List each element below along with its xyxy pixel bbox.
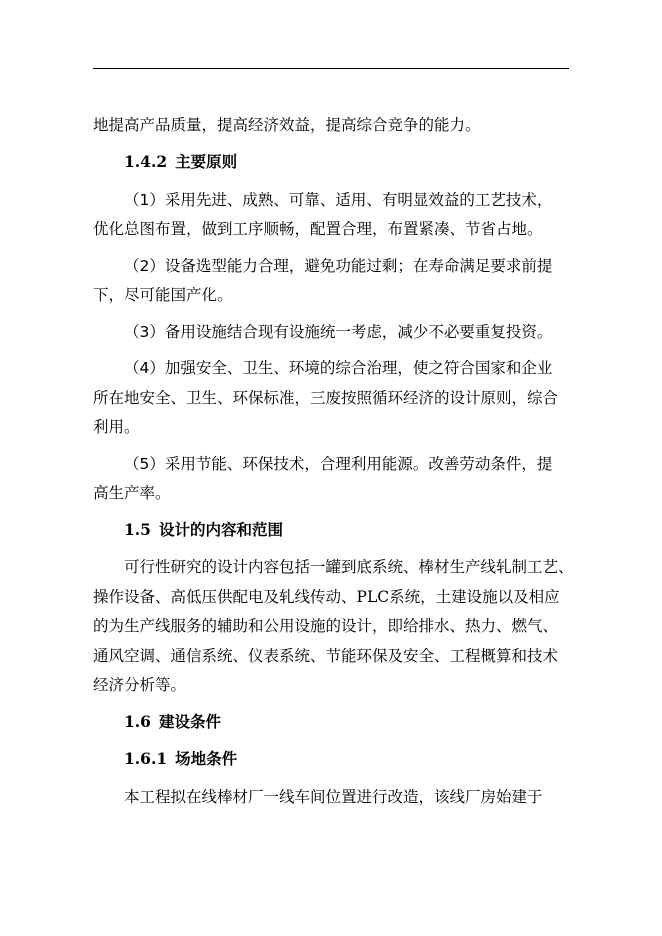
section-title: 主要原则 <box>175 153 238 171</box>
section-number: 1.4.2 <box>124 152 168 171</box>
paragraph-1-5-line-2-part-b: 系统，土建设施以及相应 <box>389 588 560 606</box>
section-heading-1-5 <box>124 520 283 540</box>
section-title: 场地条件 <box>175 750 238 768</box>
principle-2-line-2: 下，尽可能国产化。 <box>93 286 233 304</box>
section-heading-1-4-2 <box>124 152 237 172</box>
section-number: 1.6 <box>124 712 151 731</box>
paragraph-1-6-1-line-1: 本工程拟在线棒材厂一线车间位置进行改造，该线厂房始建于 <box>124 788 543 806</box>
section-title: 设计的内容和范围 <box>158 521 283 539</box>
section-number: 1.6.1 <box>124 749 168 768</box>
header-rule <box>93 68 569 69</box>
paragraph-1-5-line-2-part-a: 操作设备、高低压供配电及轧线传动、 <box>93 588 357 606</box>
plc-term: PLC <box>356 588 390 606</box>
principle-2-line-1: （2）设备选型能力合理，避免功能过剩；在寿命满足要求前提 <box>124 257 553 275</box>
principle-3-line-1: （3）备用设施结合现有设施统一考虑，减少不必要重复投资。 <box>124 323 553 341</box>
body-text-line: 地提高产品质量，提高经济效益，提高综合竞争的能力。 <box>93 116 481 134</box>
principle-5-line-1: （5）采用节能、环保技术，合理利用能源。改善劳动条件，提 <box>124 455 553 473</box>
paragraph-1-5-line-1: 可行性研究的设计内容包括一罐到底系统、棒材生产线轧制工艺、 <box>124 558 574 576</box>
paragraph-1-5-line-5: 经济分析等。 <box>93 676 187 694</box>
section-number: 1.5 <box>124 520 151 539</box>
section-heading-1-6-1 <box>124 749 237 769</box>
principle-4-line-1: （4）加强安全、卫生、环境的综合治理，使之符合国家和企业 <box>124 359 553 377</box>
section-title: 建设条件 <box>158 713 221 731</box>
principle-1-line-2: 优化总图布置，做到工序顺畅，配置合理，布置紧凑、节省占地。 <box>93 220 543 238</box>
paragraph-1-5-line-3: 的为生产线服务的辅助和公用设施的设计，即给排水、热力、燃气、 <box>93 617 559 635</box>
principle-1-line-1: （1）采用先进、成熟、可靠、适用、有明显效益的工艺技术， <box>124 191 553 209</box>
principle-4-line-2: 所在地安全、卫生、环保标准，三废按照循环经济的设计原则，综合 <box>93 389 559 407</box>
principle-4-line-3: 利用。 <box>93 418 140 436</box>
paragraph-1-5-line-4: 通风空调、通信系统、仪表系统、节能环保及安全、工程概算和技术 <box>93 647 559 665</box>
principle-5-line-2: 高生产率。 <box>93 484 171 502</box>
paragraph-1-5-line-2 <box>93 587 560 607</box>
section-heading-1-6 <box>124 712 221 732</box>
